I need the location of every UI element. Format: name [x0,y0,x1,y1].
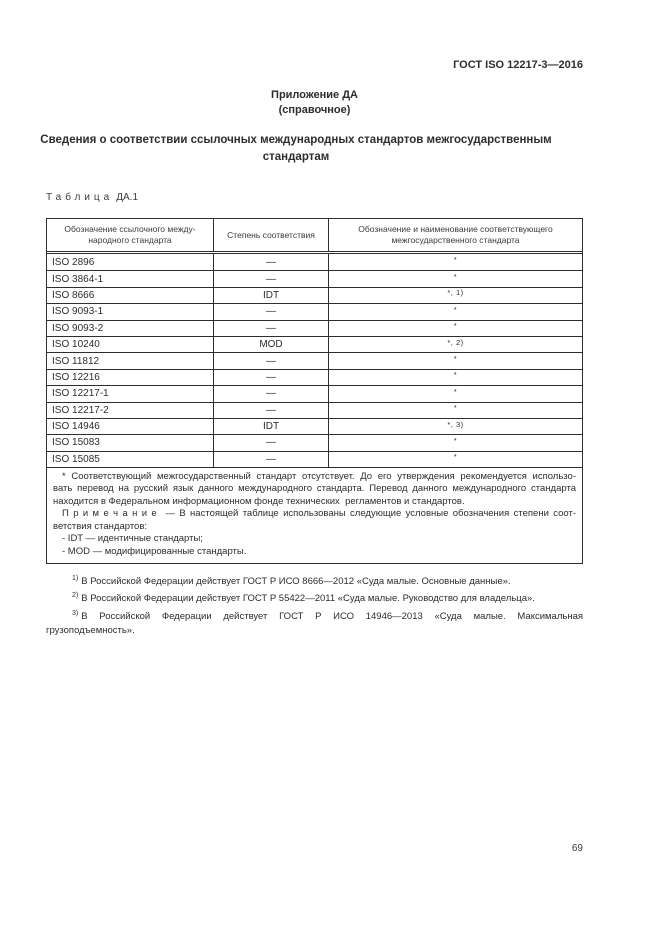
cell-note [328,452,582,467]
table-footnote-line: ветствия стандартов: [53,520,148,532]
note-marker: * [453,370,458,380]
table-row [47,402,582,418]
footnote [46,572,583,589]
cell-note [328,419,582,434]
footnote-marker: 3) [72,609,79,617]
cell-standard-code: ISO 12217-1 [52,388,109,400]
note-marker: * [453,255,458,265]
table-footnote-line: * Соответствующий межгосударственный стандарт отсутствует. До его утверждения рекомендуется использо- [62,471,576,483]
cell-standard-code: ISO 10240 [52,339,100,351]
cell-degree: — [213,386,328,401]
cell-note [328,435,582,450]
cell-standard-code: ISO 11812 [52,355,100,367]
column-header-interstate-standard: Обозначение и наименование соответствующего межгосударственного стандарта [328,219,582,251]
page-footnotes [46,572,583,638]
table-row [47,369,582,385]
cell-note [328,288,582,303]
table-row [47,418,582,434]
cell-note [328,254,582,270]
cell-degree: IDT [213,419,328,434]
column-header-degree: Степень соответствия [213,219,328,251]
cell-standard-code: ISO 12217-2 [52,404,109,416]
doc-reference: ГОСТ ISO 12217-3—2016 [453,59,583,71]
note-marker: * [453,321,458,331]
footnote-text: В Российской Федерации действует ГОСТ Р 55422—2011 «Суда малые. Руководство для владельца». [81,593,535,605]
cell-degree: — [213,353,328,368]
note-marker: * [453,304,458,314]
note-marker: * [453,403,458,413]
note-marker: *, 3) [447,419,464,429]
footnote-text: В Российской Федерации действует ГОСТ Р ИСО 8666—2012 «Суда малые. Основные данные». [81,576,511,588]
page-title [36,132,556,166]
cell-standard-code: ISO 15085 [52,453,100,465]
cell-standard-code: ISO 15083 [52,437,100,449]
cell-degree: — [213,254,328,270]
cell-degree: — [213,403,328,418]
table-row [47,303,582,319]
table-footnote-line: П р и м е ч а н и е — В настоящей таблице использованы следующие условные обозначения степени соот- [62,508,576,520]
note-marker: * [453,452,458,462]
cell-standard-code: ISO 9093-2 [52,322,104,334]
page-title-line2: стандартам [262,151,330,163]
appendix-label: Приложение ДА [271,89,358,101]
cell-standard-code: ISO 14946 [52,421,100,433]
cell-standard-code: ISO 2896 [52,256,95,268]
cell-degree: MOD [213,337,328,352]
table-row [47,320,582,336]
cell-standard-code: ISO 9093-1 [52,306,104,318]
cell-degree: — [213,321,328,336]
page-title-line1: Сведения о соответствии ссылочных международных стандартов межгосударственным [40,134,552,146]
cell-note [328,271,582,286]
note-marker: * [453,435,458,445]
table-footnote-line: - MOD — модифицированные стандарты. [62,545,247,557]
appendix-heading [46,88,583,118]
table-footnote-line: находится в Федеральном информационном фонде технических регламентов и стандартов. [53,495,465,507]
cell-note [328,337,582,352]
column-header-international-standard: Обозначение ссылочного между- народного стандарта [64,224,196,245]
cell-note [328,321,582,336]
cell-degree: — [213,271,328,286]
table-row [47,270,582,286]
cell-note [328,386,582,401]
cell-standard-code: ISO 3864-1 [52,273,104,285]
cell-degree: — [213,304,328,319]
table-row [47,434,582,450]
footnote-text: В Российской Федерации действует ГОСТ Р ИСО 14946—2013 «Суда малые. Максимальная [81,610,583,622]
table-row [47,336,582,352]
table-body [47,254,582,467]
note-marker: * [453,354,458,364]
cell-degree: — [213,435,328,450]
footnote [46,589,583,606]
cell-degree: — [213,370,328,385]
cell-standard-code: ISO 12216 [52,371,100,383]
note-marker: * [453,272,458,282]
cell-degree: — [213,452,328,467]
appendix-type: (справочное) [278,104,351,116]
table-footnote-line: - IDT — идентичные стандарты; [62,533,203,545]
table-row [47,385,582,401]
table-header-row [47,219,582,254]
correspondence-table [46,218,583,564]
cell-note [328,403,582,418]
table-row [47,287,582,303]
footnote-marker: 2) [72,592,79,600]
footnote [46,607,583,624]
note-marker: *, 2) [447,337,464,347]
footnote-marker: 1) [72,575,79,582]
cell-note [328,353,582,368]
footnote [46,624,583,638]
table-footnote-line: вать перевод на русский язык данного международного стандарта. Перевод данного международного стандарта [53,483,576,495]
note-marker: * [453,386,458,396]
table-caption-word: Таблица [46,192,114,203]
note-marker: *, 1) [447,288,464,298]
cell-degree: IDT [213,288,328,303]
cell-standard-code: ISO 8666 [52,289,95,301]
page-number: 69 [571,843,583,854]
cell-note [328,370,582,385]
table-row [47,254,582,270]
table-row [47,352,582,368]
table-caption [46,192,138,203]
table-footnote-block [47,467,582,563]
cell-note [328,304,582,319]
footnote-text: грузоподъемность». [46,625,135,637]
table-row [47,451,582,467]
table-caption-number: ДА.1 [116,192,139,203]
